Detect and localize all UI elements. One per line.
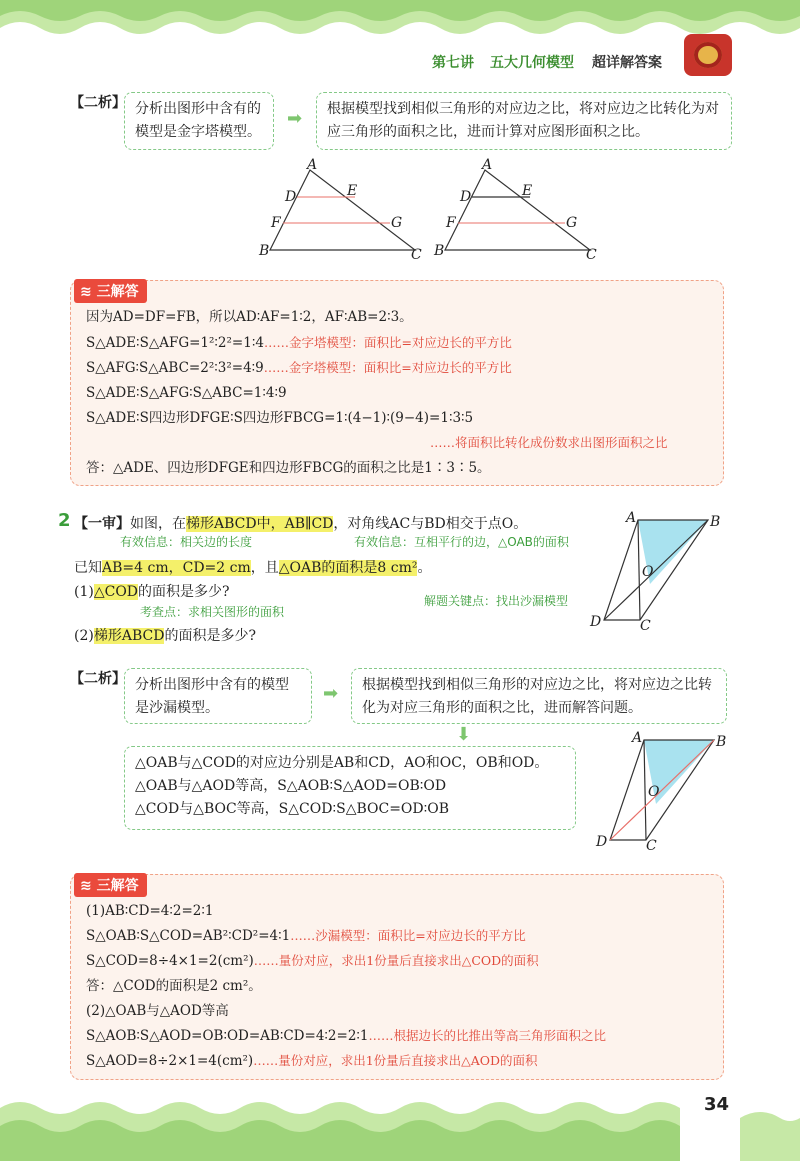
fig1-label: E — [347, 183, 358, 199]
analysis-tag-1: 【二析】 — [70, 95, 126, 111]
hint-key-point: 解题关键点：找出沙漏模型 — [424, 594, 569, 608]
analysis-box-right-1: 根据模型找到相似三角形的对应边之比，将对应边之比转化为对应三角形的面积之比，进而计算对应图形面积之比。 — [316, 92, 732, 150]
analysis-box-left-1: 分析出图形中含有的模型是金字塔模型。 — [124, 92, 274, 150]
question-part-2: (2)梯形ABCD的面积是多少? — [74, 628, 256, 644]
solution1-line: 答：△ADE、四边形DFGE和四边形FBCG的面积之比是1∶3∶5。 — [86, 460, 491, 476]
hint-parallel-edges: 有效信息：互相平行的边，△OAB的面积 — [354, 535, 569, 549]
logo-badge — [684, 34, 732, 76]
analysis-tag-2: 【二析】 — [70, 671, 126, 687]
analysis-box-left-2: 分析出图形中含有的模型是沙漏模型。 — [124, 668, 312, 724]
fig4-label: C — [646, 838, 657, 854]
fig2-label: D — [460, 189, 472, 205]
top-wave-decoration — [0, 0, 800, 60]
trapezoid-figure-q2 — [586, 508, 736, 636]
derivation-box — [124, 746, 576, 830]
fig3-label: B — [710, 514, 721, 530]
fig4-label: D — [596, 834, 608, 850]
fig3-label: A — [626, 510, 637, 526]
solution2-line: 答：△COD的面积是2 cm²。 — [86, 978, 262, 994]
fig2-label: B — [434, 243, 445, 259]
fig2-label: E — [522, 183, 533, 199]
fig1-label: F — [271, 215, 281, 231]
answers-label: 超详解答案 — [592, 55, 662, 71]
solution2-line: (1)AB∶CD=4∶2=2∶1 — [86, 903, 214, 919]
solution1-line: S△ADE∶S四边形DFGE∶S四边形FBCG=1∶(4−1)∶(9−4)=1∶3∶5 — [86, 410, 474, 426]
arrow-down-icon: ⬇ — [456, 724, 472, 745]
analysis-box-right-2: 根据模型找到相似三角形的对应边之比，将对应边之比转化为对应三角形的面积之比，进而解答问题。 — [351, 668, 727, 724]
hint-exam-point: 考查点：求相关图形的面积 — [140, 605, 285, 619]
fig1-label: C — [411, 247, 422, 263]
solution2-line: S△OAB∶S△COD=AB²∶CD²=4∶1……沙漏模型：面积比=对应边长的平方比 — [86, 928, 526, 944]
page-header — [0, 52, 800, 78]
solution1-line: S△ADE∶S△AFG∶S△ABC=1∶4∶9 — [86, 385, 287, 401]
solution2-line: S△AOD=8÷2×1=4(cm²)……量份对应，求出1份量后直接求出△AOD的面积 — [86, 1053, 538, 1069]
arrow-right-icon: ➡ — [323, 683, 339, 704]
solution1-line: S△AFG∶S△ABC=2²∶3²=4∶9……金字塔模型：面积比=对应边长的平方比 — [86, 360, 512, 376]
hint-edge-length: 有效信息：相关边的长度 — [120, 535, 253, 549]
fig3-label: D — [590, 614, 602, 630]
lecture-label: 第七讲 — [432, 55, 474, 71]
solution1-line: 因为AD=DF=FB，所以AD∶AF=1∶2，AF∶AB=2∶3。 — [86, 309, 413, 325]
fig2-label: A — [482, 157, 493, 173]
fig1-label: B — [259, 243, 270, 259]
question-number: 2 — [58, 510, 71, 531]
fig2-label: C — [586, 247, 597, 263]
question-line-1: 【一审】如图，在梯形ABCD中，AB∥CD，对角线AC与BD相交于点O。 — [74, 516, 528, 532]
fig4-label: A — [632, 730, 643, 746]
pyramid-model-figures — [255, 155, 615, 265]
solution2-line: S△AOB∶S△AOD=OB∶OD=AB∶CD=4∶2=2∶1……根据边长的比推出等高三角形面积之比 — [86, 1028, 607, 1044]
fig2-label: G — [566, 215, 578, 231]
fig3-label: O — [642, 564, 654, 580]
topic-label: 五大几何模型 — [490, 55, 574, 71]
solution1-note: ……将面积比转化成份数求出图形面积之比 — [430, 435, 668, 450]
solution2-line: (2)△OAB与△AOD等高 — [86, 1003, 229, 1019]
fig1-label: D — [285, 189, 297, 205]
fig4-label: O — [648, 784, 660, 800]
fig2-label: F — [446, 215, 456, 231]
page-number: 34 — [704, 1094, 730, 1115]
fig1-label: G — [391, 215, 403, 231]
fig3-label: C — [640, 618, 651, 634]
solution-tag-2: ≋ 三解答 — [74, 873, 147, 897]
fig1-label: A — [307, 157, 318, 173]
solution1-line: S△ADE∶S△AFG=1²∶2²=1∶4……金字塔模型：面积比=对应边长的平方比 — [86, 335, 512, 351]
arrow-right-icon: ➡ — [287, 108, 303, 129]
solution2-line: S△COD=8÷4×1=2(cm²)……量份对应，求出1份量后直接求出△COD的面积 — [86, 953, 539, 969]
question-line-2: 已知AB=4 cm，CD=2 cm，且△OAB的面积是8 cm²。 — [74, 560, 432, 576]
derivation-line: △OAB与△AOD等高，S△AOB∶S△AOD=OB∶OD — [135, 778, 447, 794]
bottom-wave-decoration — [0, 1088, 800, 1161]
derivation-line: △OAB与△COD的对应边分别是AB和CD，AO和OC，OB和OD。 — [135, 755, 549, 771]
question-part-1: (1)△COD的面积是多少? — [74, 584, 230, 600]
derivation-line: △COD与△BOC等高，S△COD∶S△BOC=OD∶OB — [135, 801, 450, 817]
fig4-label: B — [716, 734, 727, 750]
solution-tag-1: ≋ 三解答 — [74, 279, 147, 303]
trapezoid-figure-analysis — [592, 728, 742, 856]
